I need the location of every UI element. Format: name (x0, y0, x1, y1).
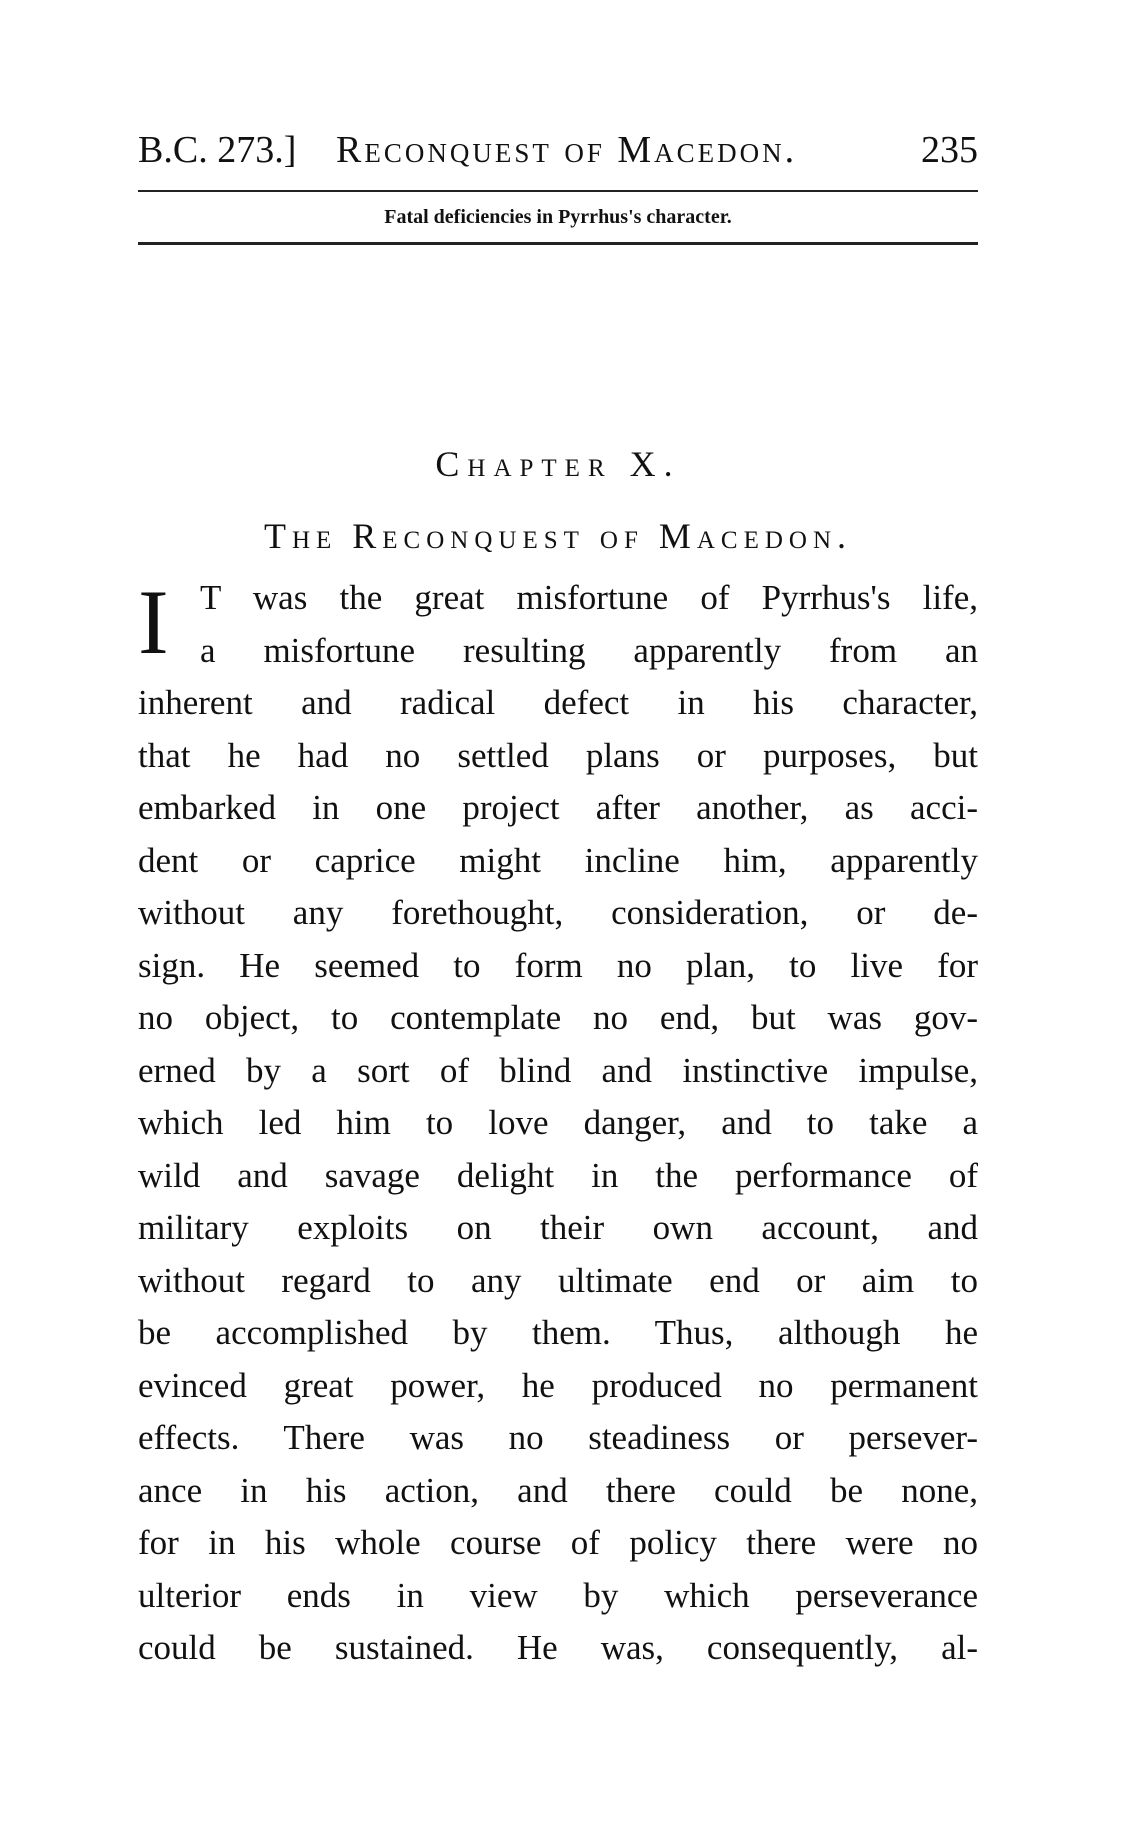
body-line: embarked in one project after another, as acci- (138, 788, 978, 827)
body-line: no object, to contemplate no end, but was gov- (138, 998, 978, 1037)
body-line: without any forethought, consideration, or de- (138, 893, 978, 932)
page-subhead: Fatal deficiencies in Pyrrhus's character. (384, 206, 732, 228)
body-line: a misfortune resulting apparently from an (200, 630, 978, 670)
header-rule-bottom (138, 242, 978, 245)
running-head (138, 126, 978, 186)
body-line: ulterior ends in view by which perseverance (138, 1575, 978, 1615)
body-line: for in his whole course of policy there were no (138, 1523, 978, 1562)
body-line: ance in his action, and there could be none, (138, 1470, 978, 1510)
chapter-number: Chapter X. (435, 444, 681, 484)
running-head-title: Reconquest of Macedon. (336, 129, 798, 171)
page-number: 235 (921, 129, 978, 171)
body-text (138, 572, 978, 1675)
body-line: sign. He seemed to form no plan, to live for (138, 945, 978, 985)
body-line: inherent and radical defect in his character, (138, 683, 978, 722)
drop-cap: I (138, 571, 169, 673)
body-line: evinced great power, he produced no permanent (138, 1365, 978, 1405)
running-head-date: B.C. 273.] (138, 129, 297, 171)
body-line: be accomplished by them. Thus, although he (138, 1313, 978, 1352)
header-rule-top (138, 190, 978, 192)
body-line: which led him to love danger, and to take a (138, 1103, 978, 1142)
body-line: without regard to any ultimate end or aim to (138, 1260, 978, 1300)
chapter-title: The Reconquest of Macedon. (263, 516, 853, 556)
body-line: wild and savage delight in the performance of (138, 1155, 978, 1195)
body-line: dent or caprice might incline him, apparently (138, 840, 978, 880)
body-line: T was the great misfortune of Pyrrhus's life, (200, 578, 978, 617)
body-line: erned by a sort of blind and instinctive impulse, (138, 1050, 978, 1090)
body-line: military exploits on their own account, and (138, 1208, 978, 1247)
body-line: that he had no settled plans or purposes, but (138, 735, 978, 775)
body-line: could be sustained. He was, consequently, al- (138, 1628, 978, 1667)
body-line: effects. There was no steadiness or persever- (138, 1418, 978, 1457)
